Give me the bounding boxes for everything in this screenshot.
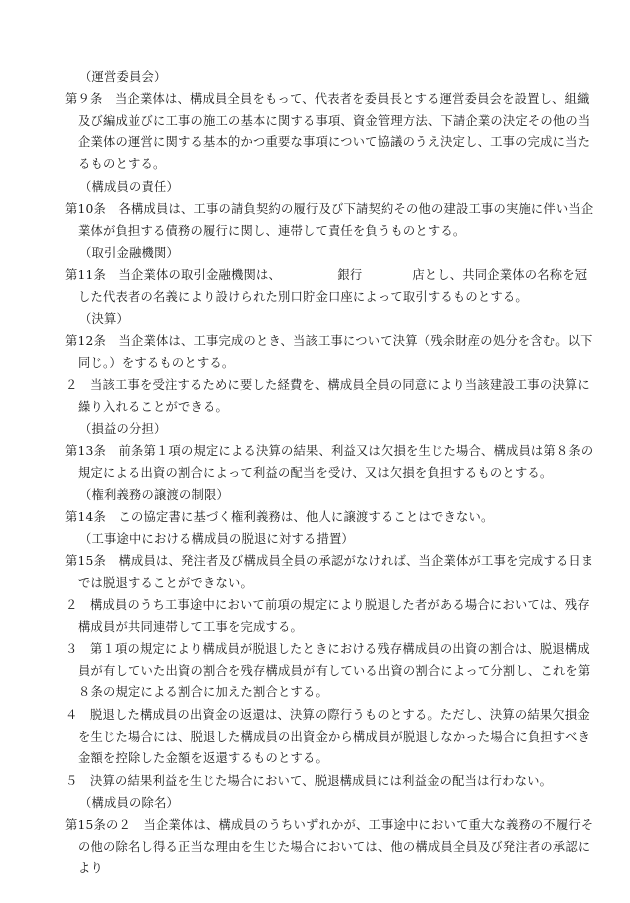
article-9: 第９条 当企業体は、構成員全員をもって、代表者を委員長とする運営委員会を設置し、組織及び編成並びに工事の施工の基本に関する事項、資金管理方法、下請企業の決定その他の当企業体の運営に関する基本的かつ重要な事項について協議のうえ決定し、工事の完成に当たるものとする。	[65, 92, 591, 171]
heading-profit-loss-sharing: （損益の分担）	[79, 422, 167, 436]
article-15-2: 第15条の２ 当企業体は、構成員のうちいずれかが、工事途中において重大な義務の不履行その他の除名し得る正当な理由を生じた場合においては、他の構成員全員及び発注者の承認により	[65, 818, 594, 875]
heading-member-responsibility: （構成員の責任）	[79, 180, 179, 194]
heading-transfer-restriction: （権利義務の譲渡の制限）	[79, 488, 229, 502]
article-13: 第13条 前条第１項の規定による決算の結果、利益又は欠損を生じた場合、構成員は第８条の規定による出資の割合によって利益の配当を受け、又は欠損を負担するものとする。	[65, 444, 594, 480]
heading-financial-institution: （取引金融機関）	[79, 246, 179, 260]
article-11: 第11条 当企業体の取引金融機関は、 銀行 店とし、共同企業体の名称を冠した代表者の名義により設けられた別口貯金口座によって取引するものとする。	[65, 268, 588, 304]
article-15-paragraph-4: ４ 脱退した構成員の出資金の返還は、決算の際行うものとする。ただし、決算の結果欠損金を生じた場合には、脱退した構成員の出資金から構成員が脱退しなかった場合に負担すべき金額を控除した金額を返還するものとする。	[65, 708, 591, 765]
article-15-paragraph-5: ５ 決算の結果利益を生じた場合において、脱退構成員には利益金の配当は行わない。	[65, 774, 553, 788]
article-15: 第15条 構成員は、発注者及び構成員全員の承認がなければ、当企業体が工事を完成する日までは脱退することができない。	[65, 554, 594, 590]
heading-withdrawal-measures: （工事途中における構成員の脱退に対する措置）	[79, 532, 354, 546]
article-14: 第14条 この協定書に基づく権利義務は、他人に譲渡することはできない。	[65, 510, 494, 524]
heading-member-expulsion: （構成員の除名）	[79, 796, 179, 810]
heading-steering-committee: （運営委員会）	[79, 70, 167, 84]
article-12-paragraph-2: ２ 当該工事を受注するために要した経費を、構成員全員の同意により当該建設工事の決算に繰り入れることができる。	[65, 378, 590, 414]
article-12: 第12条 当企業体は、工事完成のとき、当該工事について決算（残余財産の処分を含む。以下同じ。）をするものとする。	[65, 334, 593, 370]
heading-settlement: （決算）	[79, 312, 129, 326]
article-15-paragraph-3: ３ 第１項の規定により構成員が脱退したときにおける残存構成員の出資の割合は、脱退構成員が有していた出資の割合を残存構成員が有している出資の割合によって分割し、これを第８条の規定による割合に加えた割合とする。	[65, 642, 591, 699]
article-10: 第10条 各構成員は、工事の請負契約の履行及び下請契約その他の建設工事の実施に伴い当企業体が負担する債務の履行に関し、連帯して責任を負うものとする。	[65, 202, 594, 238]
article-15-paragraph-2: ２ 構成員のうち工事途中において前項の規定により脱退した者がある場合においては、残存構成員が共同連帯して工事を完成する。	[65, 598, 590, 634]
